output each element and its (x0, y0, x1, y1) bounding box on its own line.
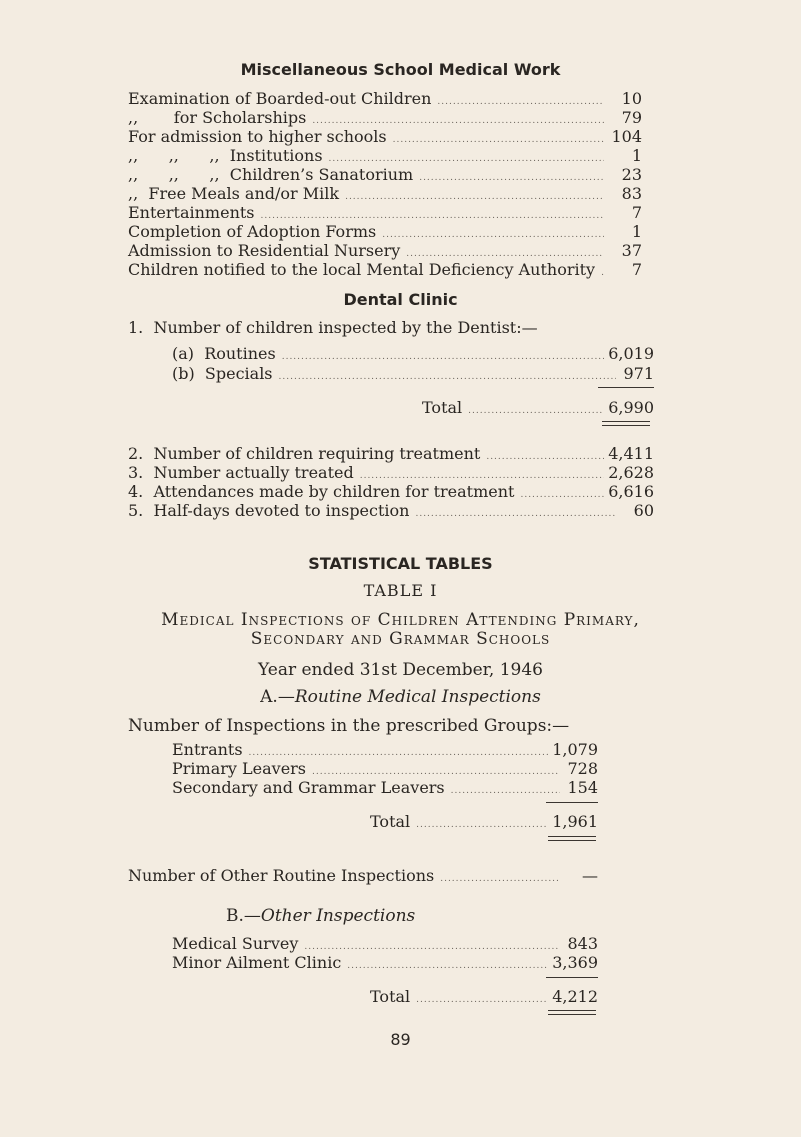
misc-row (128, 222, 642, 242)
misc-row (128, 203, 642, 223)
row-value: 971 (623, 364, 654, 383)
row-label: Children notified to the local Mental Deficiency Authority (128, 260, 596, 279)
group-row (172, 740, 598, 760)
row-label: Secondary and Grammar Leavers (172, 778, 445, 797)
row-value: 728 (567, 759, 598, 778)
other-row (172, 934, 598, 954)
year-line: Year ended 31st December, 1946 (258, 660, 543, 680)
other-total-row (370, 987, 598, 1007)
other-row (172, 953, 598, 973)
row-value: — (582, 866, 598, 885)
total-double-rule (548, 1010, 596, 1015)
subtotal-rule (598, 387, 654, 388)
leader-dots (440, 869, 560, 889)
misc-row (128, 89, 642, 109)
dental-item-row (128, 501, 654, 521)
dental-item-1: 1. Number of children inspected by the Dentist:— (128, 318, 538, 337)
page-number: 89 (390, 1030, 411, 1049)
group-row (172, 759, 598, 779)
row-label: For admission to higher schools (128, 127, 387, 146)
leader-dots (468, 401, 604, 421)
row-value: 843 (567, 934, 598, 953)
table-title: TABLE I (363, 581, 438, 600)
misc-row (128, 260, 642, 280)
row-value: 6,019 (608, 344, 654, 363)
row-value: 23 (621, 165, 642, 184)
row-label: Minor Ailment Clinic (172, 953, 342, 972)
misc-row (128, 146, 642, 166)
leader-dots (347, 956, 548, 976)
row-label: Number of Other Routine Inspections (128, 866, 435, 885)
row-label: Completion of Adoption Forms (128, 222, 377, 241)
section-a-title: Routine Medical Inspections (294, 687, 541, 707)
row-label: Admission to Residential Nursery (128, 241, 401, 260)
section-a-prefix: A.— (260, 687, 295, 707)
dental-sub-row (172, 344, 654, 364)
total-label: Total (370, 987, 411, 1006)
row-value: 7 (631, 203, 642, 222)
row-label: ,, for Scholarships (128, 108, 307, 127)
subtotal-rule (546, 802, 598, 803)
row-value: 60 (633, 501, 654, 520)
dental-total-row (422, 398, 654, 418)
leader-dots (416, 990, 548, 1010)
table-subtitle-line-2: Secondary and Grammar Schools (250, 629, 551, 649)
row-label: ,, Free Meals and/or Milk (128, 184, 340, 203)
row-label: ,, ,, ,, Institutions (128, 146, 323, 165)
dental-item-row (128, 482, 654, 502)
section-b-title: Other Inspections (260, 906, 416, 926)
groups-intro: Number of Inspections in the prescribed Groups:— (128, 716, 570, 736)
leader-dots (416, 815, 548, 835)
section-a-heading (0, 687, 801, 707)
row-value: 1 (631, 146, 642, 165)
row-value: 6,616 (608, 482, 654, 501)
leader-dots (279, 367, 616, 387)
row-label: 3. Number actually treated (128, 463, 354, 482)
leader-dots (601, 263, 604, 283)
row-value: 1,079 (552, 740, 598, 759)
row-value: 83 (621, 184, 642, 203)
total-value: 1,961 (552, 812, 598, 831)
groups-total-row (370, 812, 598, 832)
row-value: 104 (611, 127, 642, 146)
misc-row (128, 184, 642, 204)
dental-title: Dental Clinic (343, 290, 458, 309)
total-double-rule (602, 421, 650, 426)
row-value: 1 (631, 222, 642, 241)
section-b-heading (226, 906, 415, 926)
row-label: Entrants (172, 740, 243, 759)
row-label: ,, ,, ,, Children’s Sanatorium (128, 165, 414, 184)
total-value: 4,212 (552, 987, 598, 1006)
row-label: Primary Leavers (172, 759, 307, 778)
misc-row (128, 108, 642, 128)
misc-row (128, 127, 642, 147)
row-value: 2,628 (608, 463, 654, 482)
dental-item-row (128, 444, 654, 464)
row-value: 10 (621, 89, 642, 108)
row-value: 4,411 (608, 444, 654, 463)
row-value: 37 (621, 241, 642, 260)
total-label: Total (422, 398, 463, 417)
dental-item-row (128, 463, 654, 483)
total-double-rule (548, 836, 596, 841)
row-value: 7 (631, 260, 642, 279)
total-value: 6,990 (608, 398, 654, 417)
row-label: 2. Number of children requiring treatment (128, 444, 481, 463)
subtotal-rule (546, 977, 598, 978)
row-label: (b) Specials (172, 364, 273, 383)
row-label: Medical Survey (172, 934, 299, 953)
row-value: 3,369 (552, 953, 598, 972)
stats-title: STATISTICAL TABLES (308, 554, 493, 573)
leader-dots (451, 781, 560, 801)
row-label: Examination of Boarded-out Children (128, 89, 432, 108)
row-label: 4. Attendances made by children for treatment (128, 482, 515, 501)
row-label: Entertainments (128, 203, 255, 222)
row-value: 154 (567, 778, 598, 797)
row-label: 5. Half-days devoted to inspection (128, 501, 410, 520)
total-label: Total (370, 812, 411, 831)
other-routine-row (128, 866, 598, 886)
misc-title: Miscellaneous School Medical Work (240, 60, 561, 79)
row-value: 79 (621, 108, 642, 127)
misc-row (128, 165, 642, 185)
dental-sub-row (172, 364, 654, 384)
section-b-prefix: B.— (226, 906, 261, 926)
row-label: (a) Routines (172, 344, 276, 363)
misc-row (128, 241, 642, 261)
table-subtitle-line-1: Medical Inspections of Children Attending Primary, (161, 610, 640, 630)
leader-dots (415, 504, 616, 524)
group-row (172, 778, 598, 798)
